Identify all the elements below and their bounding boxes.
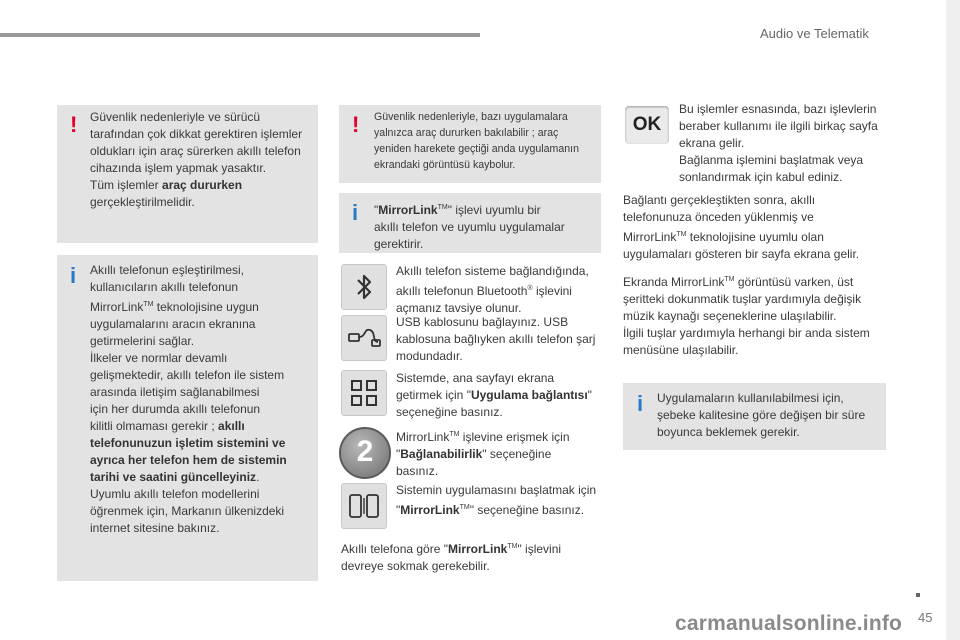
page-number: 45 [918, 610, 933, 625]
mirrorlink-icon [341, 483, 387, 529]
app-restriction-warning-text: Güvenlik nedenleriyle, bazı uygulamalara yalnızca araç dururken bakılabilir ; araç yeniden harekete geçtiği anda uygulamanın ekrandaki görüntüsü kaybolur. [374, 111, 579, 171]
section-title: Audio ve Telematik [760, 26, 869, 41]
watermark: carmanualsonline.info [675, 612, 903, 635]
usb-cable-icon [341, 315, 387, 361]
pairing-info-text: Akıllı telefonun eşleştirilmesi, kullanıcıların akıllı telefonun MirrorLink™ teknolojisine uygun uygulamalarını aracın ekranına getirmelerini sağlar. İlkeler ve normlar devamlı gelişmektedir, akıllı telefon ile sistem arasında iletişim sağlanabilmesi için her durumda akıllı telefonun kilitli olmaması gerekir ; akıllı telefonunuzun işletim sistemini ve ayrıca her telefon hem de sistemin tarihi ve saatini güncelleyiniz. Uyumlu akıllı telefon modellerini öğrenmek için, Markanın ülkenizdeki internet sitesine bakınız. [90, 263, 287, 535]
step-number-badge: 2 [339, 427, 391, 479]
info-icon: i [70, 263, 77, 288]
bluetooth-step-text: Akıllı telefon sisteme bağlandığında, akıllı telefonun Bluetooth® işlevini açmanız tavsiye olunur. [396, 264, 589, 315]
header-rule [0, 33, 480, 37]
page-edge-band [946, 0, 960, 640]
connection-result-paragraph: Bağlantı gerçekleştikten sonra, akıllı telefonunuza önceden yüklenmiş ve MirrorLink™ teknolojisine uyumlu olan uygulamaları gösteren bir sayfa ekrana gelir. [623, 193, 860, 261]
warning-exclamation-icon: ! [352, 112, 360, 137]
page-marker [916, 593, 920, 597]
touch-keys-paragraph: Ekranda MirrorLink™ görüntüsü varken, üst şeritteki dokunmatik tuşlar yardımıyla değişik müzik kaynağı seçeneklerine ulaşılabilir. İlgili tuşlar yardımıyla herhangi bir anda sistem menüsüne ulaşılabilir. [623, 275, 870, 357]
ok-button-description: Bu işlemler esnasında, bazı işlevlerin beraber kullanımı ile ilgili birkaç sayfa ekrana gelir. Bağlanma işlemini başlatmak veya sonlandırmak için kabul ediniz. [679, 102, 878, 184]
info-icon: i [352, 200, 359, 225]
safety-warning-text: Güvenlik nedenleriyle ve sürücü tarafından çok dikkat gerektiren işlemler oldukları için araç sürerken akıllı telefon cihazında işlem yapmak yasaktır. Tüm işlemler araç dururken gerçekleştirilmelidir. [90, 110, 303, 209]
ok-button: OK [625, 106, 669, 144]
activation-note: Akıllı telefona göre "MirrorLink™" işlevini devreye sokmak gerekebilir. [341, 542, 562, 573]
compatibility-info-text: "MirrorLink™" işlevi uyumlu bir akıllı telefon ve uyumlu uygulamalar gerektirir. [374, 203, 565, 251]
warning-exclamation-icon: ! [70, 112, 78, 137]
mirrorlink-step-text: Sistemin uygulamasını başlatmak için "MirrorLink™" seçeneğine basınız. [396, 483, 597, 517]
network-info-text: Uygulamaların kullanılabilmesi için, şebeke kalitesine göre değişen bir süre boyunca beklemek gerekir. [657, 391, 866, 439]
apps-grid-icon [341, 370, 387, 416]
app-connections-step-text: Sistemde, ana sayfayı ekrana getirmek için "Uygulama bağlantısı" seçeneğine basınız. [396, 371, 592, 419]
info-icon: i [637, 391, 644, 416]
bluetooth-icon [341, 264, 387, 310]
connectivity-step-text: MirrorLink™ işlevine erişmek için "Bağlanabilirlik" seçeneğine basınız. [396, 430, 570, 478]
usb-step-text: USB kablosunu bağlayınız. USB kablosuna bağlıyken akıllı telefon şarj modundadır. [396, 315, 596, 363]
